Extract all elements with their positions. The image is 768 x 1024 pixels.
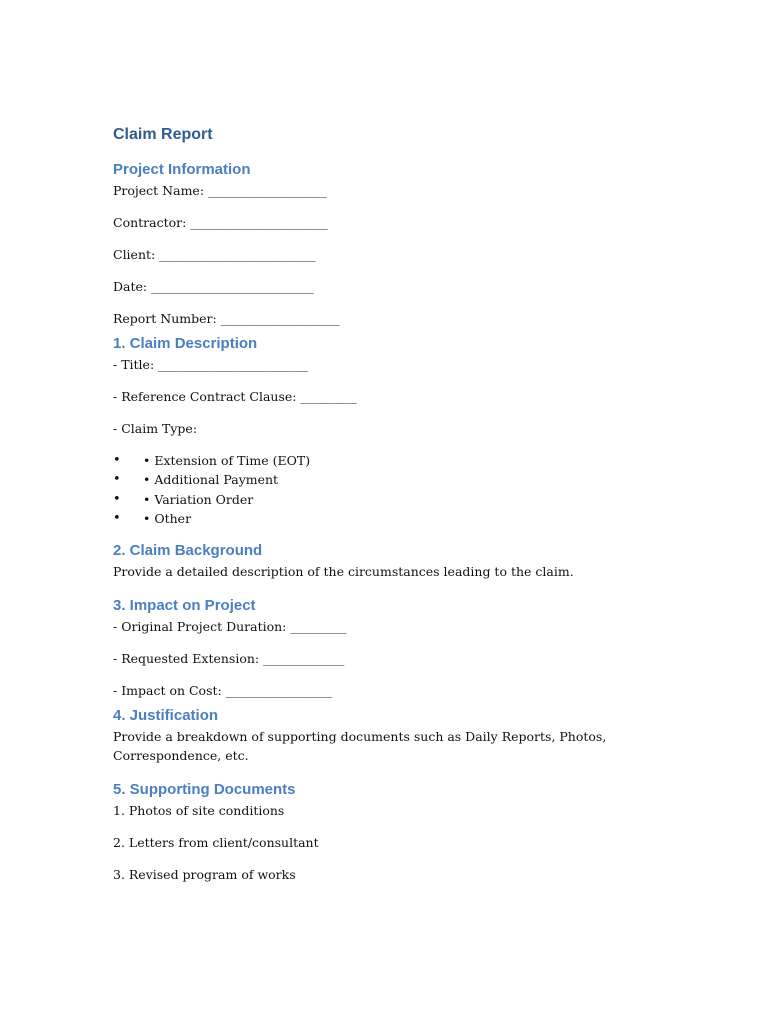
impact-on-project-section — [113, 595, 673, 705]
claim-type-list — [113, 451, 673, 528]
supporting-document-item: 1. Photos of site conditions — [113, 803, 285, 819]
claim-background-section — [113, 540, 673, 595]
reference-contract-clause-field: - Reference Contract Clause: _________ — [113, 389, 357, 404]
claim-type-variation-order: • Variation Order — [143, 491, 254, 507]
document-page — [113, 124, 673, 897]
requested-extension-field: - Requested Extension: _____________ — [113, 651, 345, 667]
report-number-field: Report Number: ___________________ — [113, 311, 340, 326]
client-field: Client: _________________________ — [113, 247, 316, 262]
justification-text-line-1: Provide a breakdown of supporting documents such as Daily Reports, Photos, — [113, 729, 607, 745]
claim-type-eot: • Extension of Time (EOT) — [143, 453, 311, 468]
claim-description-section — [113, 333, 673, 540]
section-heading-claim-background: 2. Claim Background — [113, 542, 263, 560]
date-field: Date: __________________________ — [113, 279, 314, 294]
title-field: - Title: ________________________ — [113, 357, 309, 372]
contractor-field: Contractor: ______________________ — [113, 215, 328, 230]
original-project-duration-field: - Original Project Duration: _________ — [113, 619, 347, 635]
list-item — [113, 509, 673, 528]
claim-background-text: Provide a detailed description of the circumstances leading to the claim. — [113, 564, 574, 580]
justification-text-line-2: Correspondence, etc. — [113, 748, 249, 764]
supporting-document-item: 2. Letters from client/consultant — [113, 835, 319, 851]
supporting-documents-section — [113, 779, 673, 897]
list-item — [113, 451, 673, 470]
section-heading-impact-on-project: 3. Impact on Project — [113, 597, 256, 615]
document-title: Claim Report — [113, 126, 213, 143]
section-heading-project-information: Project Information — [113, 161, 251, 178]
justification-section — [113, 705, 673, 779]
bullet-icon: • — [113, 472, 121, 488]
claim-type-other: • Other — [143, 510, 192, 526]
bullet-icon: • — [113, 510, 121, 526]
section-heading-justification: 4. Justification — [113, 707, 219, 725]
section-heading-claim-description: 1. Claim Description — [113, 335, 258, 352]
supporting-document-item: 3. Revised program of works — [113, 867, 296, 883]
section-heading-supporting-documents: 5. Supporting Documents — [113, 781, 296, 799]
impact-on-cost-field: - Impact on Cost: _________________ — [113, 683, 332, 699]
claim-type-additional-payment: • Additional Payment — [143, 472, 279, 488]
list-item — [113, 490, 673, 509]
list-item — [113, 470, 673, 489]
claim-type-label: - Claim Type: — [113, 421, 198, 436]
project-information-section — [113, 159, 673, 333]
project-name-field: Project Name: ___________________ — [113, 183, 327, 198]
bullet-icon: • — [113, 491, 121, 507]
bullet-icon: • — [113, 453, 121, 468]
